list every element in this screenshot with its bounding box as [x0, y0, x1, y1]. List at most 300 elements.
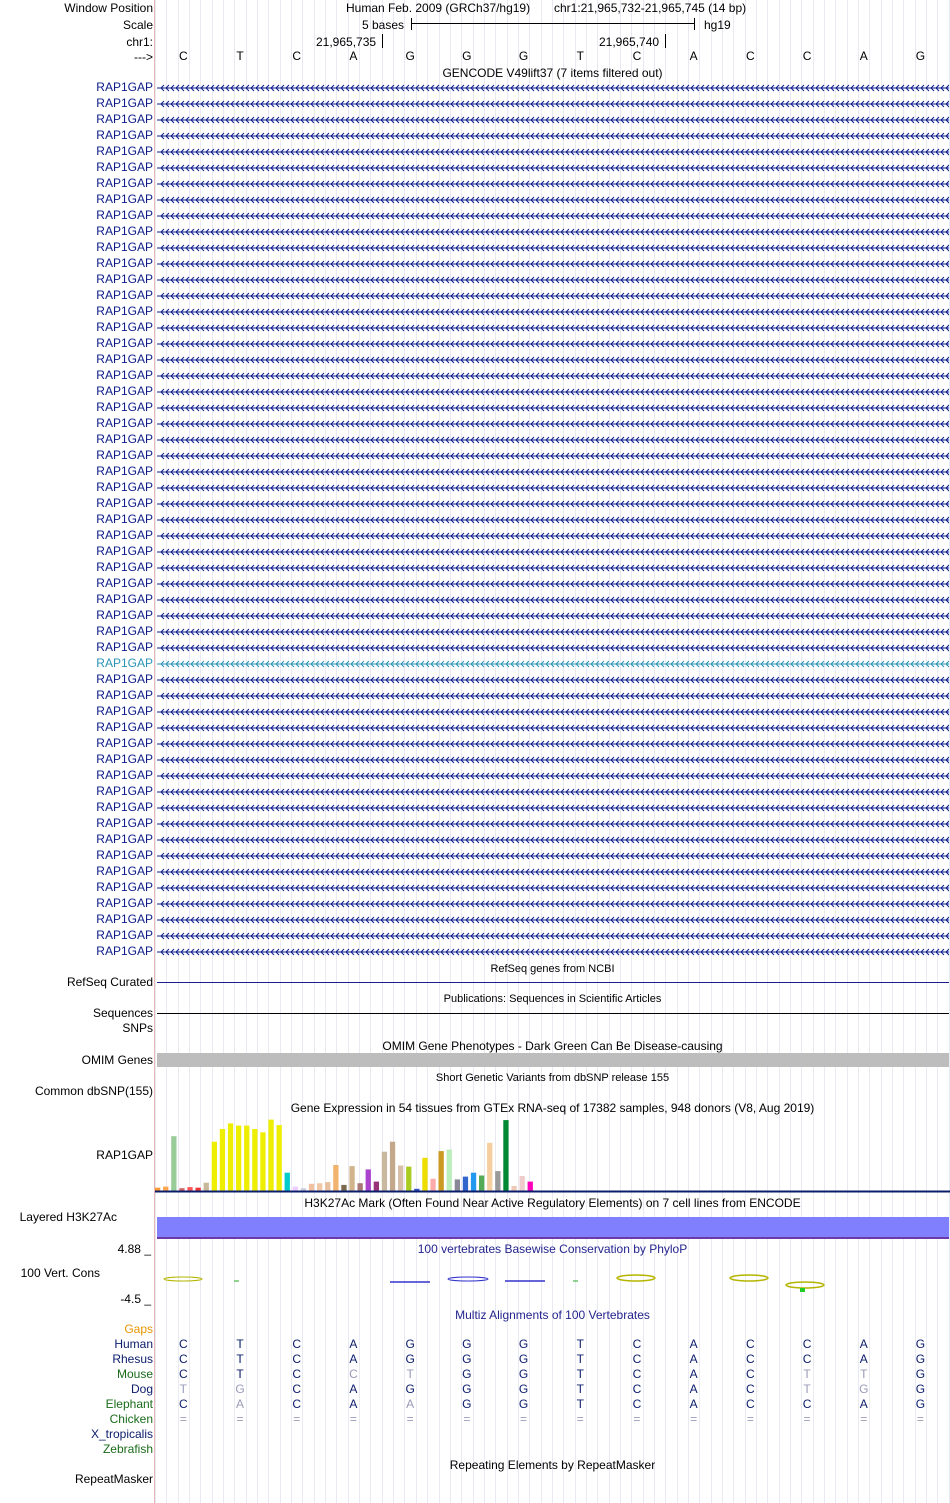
alignment-base: C [632, 1397, 642, 1411]
alignment-base: = [463, 1412, 471, 1426]
gencode-row-label[interactable]: RAP1GAP [96, 416, 153, 430]
coord-right: 21,965,740 [599, 35, 660, 49]
ruler-base: C [292, 49, 302, 63]
alignment-base: C [746, 1397, 755, 1411]
gencode-row-label[interactable]: RAP1GAP [96, 96, 153, 110]
gencode-row-label[interactable]: RAP1GAP [96, 208, 153, 222]
gtex-tissue-bar [487, 1143, 492, 1191]
gencode-transcript[interactable] [157, 676, 949, 684]
alignment-base: T [803, 1367, 811, 1381]
gtex-label[interactable]: RAP1GAP [96, 1148, 153, 1162]
gencode-row-label[interactable]: RAP1GAP [96, 816, 153, 830]
h3k27ac-edge [157, 1237, 949, 1239]
gtex-tissue-bar [398, 1166, 403, 1192]
gencode-row-label[interactable]: RAP1GAP [96, 336, 153, 350]
alignment-base: G [405, 1382, 415, 1396]
window-position-label: Window Position [64, 1, 153, 15]
cons-mark [786, 1282, 824, 1288]
gencode-transcript[interactable] [157, 596, 949, 604]
gencode-row-label[interactable]: RAP1GAP [96, 736, 153, 750]
alignment-base: = [293, 1412, 301, 1426]
gtex-tissue-bar [277, 1125, 282, 1191]
alignment-base: C [632, 1352, 642, 1366]
ruler-base: C [179, 49, 188, 63]
alignment-base: G [462, 1382, 472, 1396]
refseq-label[interactable]: RefSeq Curated [66, 975, 153, 989]
alignment-base: A [689, 1352, 698, 1366]
alignment-base: = [576, 1412, 584, 1426]
alignment-base: T [576, 1397, 584, 1411]
gencode-transcript[interactable] [157, 628, 949, 636]
gtex-tissue-bar [317, 1183, 322, 1191]
gencode-transcript[interactable] [157, 740, 949, 748]
gencode-row-label[interactable]: RAP1GAP [96, 704, 153, 718]
gencode-row-label[interactable]: RAP1GAP [96, 176, 153, 190]
gencode-transcript[interactable] [157, 660, 949, 668]
gtex-tissue-bar [520, 1176, 525, 1191]
ruler-base: C [746, 49, 755, 63]
gencode-transcript[interactable] [157, 884, 949, 892]
alignment-base: = [236, 1412, 244, 1426]
gtex-tissue-bar [455, 1179, 460, 1191]
gencode-row-label[interactable]: RAP1GAP [96, 256, 153, 270]
gencode-transcript[interactable] [157, 916, 949, 924]
gencode-transcript[interactable] [157, 324, 949, 332]
cons-min-label: -4.5 _ [120, 1292, 151, 1306]
species-label: Rhesus [112, 1352, 153, 1366]
gtex-tissue-bar [471, 1173, 476, 1191]
position-readout: chr1:21,965,732-21,965,745 (14 bp) [554, 1, 747, 15]
scale-bar [411, 18, 695, 30]
gtex-tissue-bar [503, 1120, 508, 1191]
gtex-tissue-bar [333, 1165, 338, 1191]
gencode-transcript[interactable] [157, 276, 949, 284]
strand-label: ---> [134, 50, 153, 64]
gencode-row-label[interactable]: RAP1GAP [96, 224, 153, 238]
alignment-base: G [915, 1337, 926, 1351]
gtex-tissue-bar [374, 1182, 379, 1191]
gencode-row-label[interactable]: RAP1GAP [96, 784, 153, 798]
alignment-base: C [632, 1382, 642, 1396]
coord-right-tick [665, 34, 666, 48]
gencode-row-label[interactable]: RAP1GAP [96, 944, 153, 958]
gencode-transcript[interactable] [157, 932, 949, 940]
alignment-base: C [802, 1337, 812, 1351]
alignment-base: = [520, 1412, 528, 1426]
gencode-row-label[interactable]: RAP1GAP [96, 448, 153, 462]
alignment-base: T [236, 1337, 244, 1351]
gtex-tissue-bar [479, 1176, 484, 1192]
gtex-tissue-bar [358, 1183, 363, 1191]
gencode-transcript[interactable] [157, 644, 949, 652]
gencode-row-label[interactable]: RAP1GAP [96, 320, 153, 334]
alignment-base: G [518, 1352, 529, 1366]
alignment-base: T [236, 1352, 244, 1366]
gencode-transcript[interactable] [157, 260, 949, 268]
gencode-transcript[interactable] [157, 724, 949, 732]
gencode-transcript[interactable] [157, 100, 949, 108]
gencode-row-label[interactable]: RAP1GAP [96, 752, 153, 766]
gencode-row-label[interactable]: RAP1GAP [96, 304, 153, 318]
alignment-base: C [292, 1397, 302, 1411]
ruler-base: G [462, 49, 472, 63]
gencode-transcript[interactable] [157, 244, 949, 252]
omim-label[interactable]: OMIM Genes [81, 1053, 153, 1067]
gencode-row-label[interactable]: RAP1GAP [96, 112, 153, 126]
alignment-base: = [860, 1412, 868, 1426]
gencode-transcript[interactable] [157, 436, 949, 444]
gencode-row-label[interactable]: RAP1GAP [96, 864, 153, 878]
gtex-chart[interactable] [155, 1115, 950, 1195]
alignment-base: G [915, 1352, 926, 1366]
gencode-transcript[interactable] [157, 212, 949, 220]
gtex-tissue-bar [171, 1136, 176, 1191]
gencode-transcript[interactable] [157, 116, 949, 124]
gencode-transcript[interactable] [157, 708, 949, 716]
alignment-base: C [179, 1352, 188, 1366]
gencode-row-label[interactable]: RAP1GAP [96, 608, 153, 622]
alignment-base: T [803, 1382, 811, 1396]
alignment-base: T [236, 1367, 244, 1381]
cons-label[interactable]: 100 Vert. Cons [20, 1266, 100, 1280]
omim-title: OMIM Gene Phenotypes - Dark Green Can Be Disease-causing [382, 1039, 723, 1053]
gencode-row-label[interactable]: RAP1GAP [96, 624, 153, 638]
gencode-row-label[interactable]: RAP1GAP [96, 80, 153, 94]
h3k27ac-signal[interactable] [157, 1217, 949, 1238]
gencode-transcript[interactable] [157, 692, 949, 700]
gencode-transcript[interactable] [157, 516, 949, 524]
alignment-base: G [915, 1367, 926, 1381]
alignment-base: A [859, 1352, 868, 1366]
gencode-row-label[interactable]: RAP1GAP [96, 432, 153, 446]
gencode-transcript[interactable] [157, 388, 949, 396]
alignment-base: C [632, 1337, 642, 1351]
ruler-base: A [859, 49, 868, 63]
omim-bar[interactable] [157, 1053, 949, 1067]
species-label: Mouse [116, 1367, 153, 1381]
alignment-base: C [632, 1367, 642, 1381]
gtex-tissue-bar [212, 1142, 217, 1191]
gencode-row-label[interactable]: RAP1GAP [96, 832, 153, 846]
assembly-title: Human Feb. 2009 (GRCh37/hg19) [346, 1, 531, 15]
species-label: Dog [130, 1382, 153, 1396]
gencode-row-label[interactable]: RAP1GAP [96, 288, 153, 302]
species-label: Human [114, 1337, 153, 1351]
publications-title: Publications: Sequences in Scientific Articles [443, 993, 662, 1005]
alignment-base: G [462, 1367, 472, 1381]
alignment-base: A [689, 1397, 698, 1411]
alignment-base: = [803, 1412, 811, 1426]
ruler-base: G [915, 49, 926, 63]
gencode-row-label[interactable]: RAP1GAP [96, 144, 153, 158]
gencode-row-label[interactable]: RAP1GAP [96, 192, 153, 206]
alignment-base: G [405, 1352, 415, 1366]
gencode-row-label[interactable]: RAP1GAP [96, 912, 153, 926]
alignment-base: = [406, 1412, 414, 1426]
gencode-transcript[interactable] [157, 340, 949, 348]
gtex-tissue-bar [252, 1129, 257, 1191]
alignment-base: G [518, 1397, 529, 1411]
gencode-title: GENCODE V49lift37 (7 items filtered out) [442, 66, 663, 80]
alignment-base: A [859, 1337, 868, 1351]
alignment-base: A [689, 1382, 698, 1396]
gencode-transcript[interactable] [157, 548, 949, 556]
gencode-row-label[interactable]: RAP1GAP [96, 480, 153, 494]
alignment-base: C [349, 1367, 358, 1381]
species-label: Elephant [105, 1397, 153, 1411]
alignment-base: G [915, 1382, 926, 1396]
cons-max-label: 4.88 _ [117, 1242, 151, 1256]
alignment-base: A [859, 1397, 868, 1411]
gtex-tissue-bar [390, 1142, 395, 1191]
alignment-base: G [462, 1337, 472, 1351]
gaps-label: Gaps [124, 1322, 153, 1336]
cons-mark [448, 1277, 488, 1281]
coord-left-tick [382, 34, 383, 48]
gtex-tissue-bar [325, 1182, 330, 1191]
gencode-row-label[interactable]: RAP1GAP [96, 720, 153, 734]
species-label: X_tropicalis [90, 1427, 153, 1441]
gtex-tissue-bar [309, 1184, 314, 1191]
gencode-transcript[interactable] [157, 84, 949, 92]
gtex-tissue-bar [495, 1171, 500, 1191]
gencode-row-label[interactable]: RAP1GAP [96, 560, 153, 574]
gtex-tissue-bar [463, 1177, 468, 1191]
gtex-tissue-bar [163, 1187, 168, 1191]
gencode-transcript[interactable] [157, 772, 949, 780]
gencode-transcript[interactable] [157, 484, 949, 492]
alignment-base: = [916, 1412, 924, 1426]
alignment-base: C [179, 1397, 188, 1411]
gencode-row-label[interactable]: RAP1GAP [96, 384, 153, 398]
gencode-row-label[interactable]: RAP1GAP [96, 272, 153, 286]
gencode-transcript[interactable] [157, 564, 949, 572]
gencode-row-label[interactable]: RAP1GAP [96, 240, 153, 254]
ruler-base: C [802, 49, 812, 63]
gtex-tissue-bar [382, 1152, 387, 1191]
gtex-title: Gene Expression in 54 tissues from GTEx RNA-seq of 17382 samples, 948 donors (V8, Aug 2019) [290, 1101, 815, 1115]
dbsnp-title: Short Genetic Variants from dbSNP release 155 [435, 1072, 670, 1084]
ruler-base: A [349, 49, 358, 63]
gencode-transcript[interactable] [157, 580, 949, 588]
gencode-row-label[interactable]: RAP1GAP [96, 512, 153, 526]
gencode-row-label[interactable]: RAP1GAP [96, 592, 153, 606]
alignment-base: G [235, 1382, 245, 1396]
gtex-tissue-bar [204, 1183, 209, 1191]
gtex-tissue-bar [285, 1173, 290, 1191]
alignment-base: = [349, 1412, 357, 1426]
alignment-base: C [292, 1352, 302, 1366]
gencode-transcript[interactable] [157, 420, 949, 428]
gtex-tissue-bar [366, 1169, 371, 1191]
cons-mark [730, 1275, 768, 1281]
gencode-transcript[interactable] [157, 532, 949, 540]
repeatmasker-label[interactable]: RepeatMasker [74, 1472, 153, 1486]
alignment-base: C [179, 1367, 188, 1381]
gencode-transcript[interactable] [157, 900, 949, 908]
gencode-row-label[interactable]: RAP1GAP [96, 896, 153, 910]
cons-mark [617, 1275, 655, 1281]
coord-left: 21,965,735 [316, 35, 377, 49]
ruler-base: G [518, 49, 529, 63]
cons-title: 100 vertebrates Basewise Conservation by PhyloP [417, 1242, 688, 1256]
cons-mark [800, 1288, 805, 1292]
gencode-transcript[interactable] [157, 372, 949, 380]
alignment-base: C [746, 1352, 755, 1366]
alignment-base: T [860, 1367, 868, 1381]
gencode-transcript[interactable] [157, 500, 949, 508]
h3k27ac-title: H3K27Ac Mark (Often Found Near Active Regulatory Elements) on 7 cell lines from ENCODE [304, 1196, 801, 1210]
alignment-base: G [405, 1337, 415, 1351]
alignment-base: G [462, 1397, 472, 1411]
gencode-transcript[interactable] [157, 452, 949, 460]
alignment-base: A [349, 1397, 358, 1411]
cons-mark [164, 1277, 202, 1281]
alignment-base: C [802, 1352, 812, 1366]
alignment-base: = [690, 1412, 698, 1426]
gencode-transcript[interactable] [157, 820, 949, 828]
ruler-base: C [632, 49, 642, 63]
alignment-base: T [576, 1367, 584, 1381]
gtex-tissue-bar [430, 1179, 435, 1191]
publication-sequence-line[interactable] [157, 1013, 949, 1014]
gencode-transcript[interactable] [157, 756, 949, 764]
ruler-base: T [236, 49, 244, 63]
species-label: Chicken [109, 1412, 153, 1426]
alignment-base: A [236, 1397, 245, 1411]
gtex-tissue-bar [341, 1185, 346, 1191]
gencode-transcript[interactable] [157, 180, 949, 188]
species-label: Zebrafish [102, 1442, 153, 1456]
gtex-tissue-bar [244, 1126, 249, 1191]
alignment-base: T [406, 1367, 414, 1381]
gencode-transcript[interactable] [157, 196, 949, 204]
alignment-base: G [518, 1337, 529, 1351]
gtex-tissue-bar [268, 1120, 273, 1191]
alignment-base: C [179, 1337, 188, 1351]
gencode-row-label[interactable]: RAP1GAP [96, 128, 153, 142]
gencode-transcript[interactable] [157, 468, 949, 476]
alignment-base: G [462, 1352, 472, 1366]
alignment-base: G [915, 1397, 926, 1411]
gencode-transcript[interactable] [157, 852, 949, 860]
gencode-row-label[interactable]: RAP1GAP [96, 880, 153, 894]
gencode-row-label[interactable]: RAP1GAP [96, 768, 153, 782]
gencode-row-label[interactable]: RAP1GAP [96, 688, 153, 702]
gencode-transcript[interactable] [157, 404, 949, 412]
gtex-tissue-bar [439, 1151, 444, 1191]
gencode-transcript[interactable] [157, 804, 949, 812]
multiz-title: Multiz Alignments of 100 Vertebrates [455, 1308, 650, 1322]
gencode-transcript[interactable] [157, 356, 949, 364]
gencode-row-label[interactable]: RAP1GAP [96, 656, 153, 670]
dbsnp-label[interactable]: Common dbSNP(155) [34, 1084, 153, 1098]
alignment-base: C [292, 1337, 302, 1351]
gencode-transcript[interactable] [157, 788, 949, 796]
alignment-base: G [859, 1382, 869, 1396]
gtex-tissue-bar [236, 1126, 241, 1191]
gencode-row-label[interactable]: RAP1GAP [96, 576, 153, 590]
alignment-base: = [746, 1412, 754, 1426]
alignment-base: A [406, 1397, 415, 1411]
gencode-row-label[interactable]: RAP1GAP [96, 160, 153, 174]
gencode-transcript[interactable] [157, 948, 949, 956]
gencode-row-label[interactable]: RAP1GAP [96, 800, 153, 814]
alignment-base: C [746, 1367, 755, 1381]
gencode-transcript[interactable] [157, 868, 949, 876]
scale-text: 5 bases [362, 18, 405, 32]
alignment-base: A [689, 1367, 698, 1381]
alignment-base: T [576, 1352, 584, 1366]
alignment-base: C [746, 1337, 755, 1351]
snps-label[interactable]: SNPs [122, 1021, 153, 1035]
gencode-row-label[interactable]: RAP1GAP [96, 848, 153, 862]
gencode-row-label[interactable]: RAP1GAP [96, 368, 153, 382]
gtex-tissue-bar [228, 1123, 233, 1191]
gtex-tissue-bar [528, 1182, 533, 1191]
alignment-base: C [292, 1382, 302, 1396]
alignment-base: A [689, 1337, 698, 1351]
repeatmasker-title: Repeating Elements by RepeatMasker [449, 1458, 656, 1472]
gencode-transcript[interactable] [157, 292, 949, 300]
alignment-base: A [349, 1382, 358, 1396]
alignment-base: A [349, 1337, 358, 1351]
cons-plot[interactable] [155, 1270, 950, 1298]
alignment-base: T [179, 1382, 188, 1396]
gtex-tissue-bar [293, 1187, 298, 1191]
gencode-row-label[interactable]: RAP1GAP [96, 352, 153, 366]
gencode-row-label[interactable]: RAP1GAP [96, 928, 153, 942]
gencode-row-label[interactable]: RAP1GAP [96, 544, 153, 558]
gencode-transcript[interactable] [157, 612, 949, 620]
alignment-base: = [179, 1412, 187, 1426]
gtex-tissue-bar [220, 1129, 225, 1191]
gencode-transcript[interactable] [157, 228, 949, 236]
refseq-title: RefSeq genes from NCBI [490, 963, 615, 975]
scale-db: hg19 [704, 18, 731, 32]
ruler-base: G [405, 49, 415, 63]
ruler-base: A [689, 49, 698, 63]
alignment-base: C [746, 1382, 755, 1396]
ruler-base: T [576, 49, 584, 63]
gencode-row-label[interactable]: RAP1GAP [96, 672, 153, 686]
gencode-transcript[interactable] [157, 308, 949, 316]
sequences-label[interactable]: Sequences [92, 1006, 153, 1020]
gtex-tissue-bar [422, 1158, 427, 1191]
gencode-row-label[interactable]: RAP1GAP [96, 640, 153, 654]
gencode-row-label[interactable]: RAP1GAP [96, 464, 153, 478]
gencode-transcript[interactable] [157, 164, 949, 172]
gencode-row-label[interactable]: RAP1GAP [96, 496, 153, 510]
gencode-transcript[interactable] [157, 836, 949, 844]
gtex-tissue-bar [349, 1166, 354, 1191]
alignment-base: T [576, 1382, 584, 1396]
gtex-tissue-bar [511, 1186, 516, 1191]
alignment-base: T [576, 1337, 584, 1351]
gencode-row-label[interactable]: RAP1GAP [96, 528, 153, 542]
gencode-transcript[interactable] [157, 132, 949, 140]
gtex-tissue-bar [406, 1167, 411, 1191]
scale-label: Scale [122, 18, 153, 32]
alignment-base: C [292, 1367, 302, 1381]
gencode-row-label[interactable]: RAP1GAP [96, 400, 153, 414]
refseq-gene-line[interactable] [157, 982, 949, 983]
gtex-tissue-bar [447, 1150, 452, 1192]
alignment-base: C [802, 1397, 812, 1411]
gencode-transcript[interactable] [157, 148, 949, 156]
alignment-base: A [349, 1352, 358, 1366]
h3k27ac-label[interactable]: Layered H3K27Ac [19, 1210, 117, 1224]
